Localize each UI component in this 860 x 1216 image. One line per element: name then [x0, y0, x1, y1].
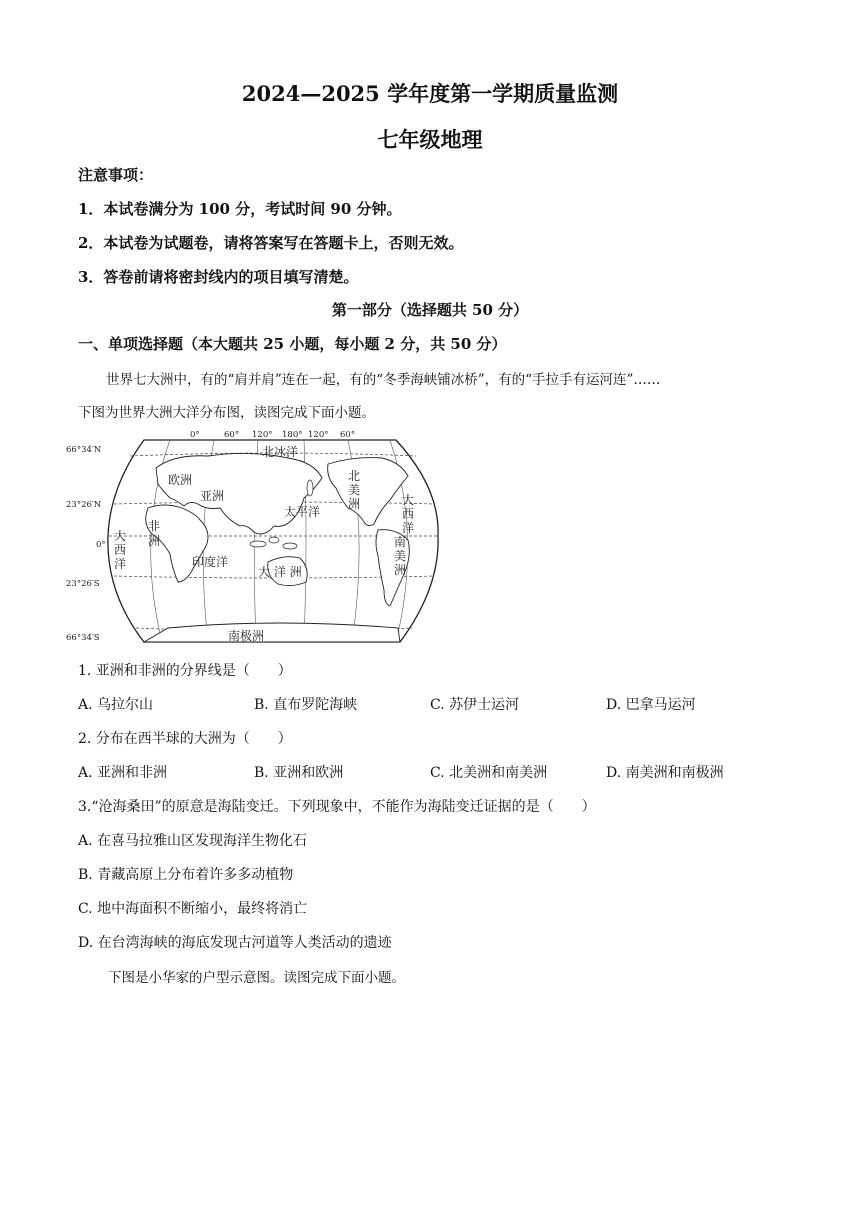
lon-label-60e: 60°	[224, 430, 240, 440]
exam-title: 2024—2025 学年度第一学期质量监测	[241, 81, 619, 106]
label-north-america-1: 北	[348, 469, 361, 483]
section-heading: 一、单项选择题（本大题共 25 小题，每小题 2 分，共 50 分）	[78, 335, 507, 353]
q1-option-d[interactable]: D. 巴拿马运河	[606, 697, 696, 713]
q3-option-a[interactable]: A. 在喜马拉雅山区发现海洋生物化石	[78, 833, 308, 849]
label-indian-ocean: 印度洋	[192, 555, 229, 569]
q2-option-a[interactable]: A. 亚洲和非洲	[78, 765, 168, 781]
q2-option-c[interactable]: C. 北美洲和南美洲	[430, 765, 548, 781]
label-south-america-3: 洲	[394, 563, 407, 577]
q2-option-b[interactable]: B. 亚洲和欧洲	[254, 765, 344, 781]
label-north-america-2: 美	[348, 483, 361, 497]
lat-label-23s: 23°26′S	[66, 579, 100, 589]
lon-label-0: 0°	[190, 430, 200, 440]
label-africa-1: 非	[148, 519, 161, 533]
label-atlantic-right-1: 大	[402, 493, 415, 507]
note-item-2: 2．本试卷为试题卷，请将答案写在答题卡上，否则无效。	[78, 234, 464, 252]
label-atlantic-right-3: 洋	[402, 521, 415, 535]
part-title: 第一部分（选择题共 50 分）	[331, 301, 529, 319]
label-north-america-3: 洲	[348, 497, 361, 511]
label-europe: 欧洲	[168, 473, 193, 487]
q3-option-d[interactable]: D. 在台湾海峡的海底发现古河道等人类活动的遗迹	[78, 935, 392, 951]
q3-option-b[interactable]: B. 青藏高原上分布着许多多动植物	[78, 867, 294, 883]
intro-line-1: 世界七大洲中，有的“肩并肩”连在一起，有的“冬季海峡铺冰桥”，有的“手拉手有运河连”……	[106, 372, 661, 388]
question-2-stem: 2. 分布在西半球的大洲为（ ）	[78, 731, 292, 747]
q1-option-c[interactable]: C. 苏伊士运河	[430, 697, 520, 713]
lon-label-120w: 120°	[308, 430, 329, 440]
question-1-stem: 1. 亚洲和非洲的分界线是（ ）	[78, 663, 292, 679]
note-item-3: 3．答卷前请将密封线内的项目填写清楚。	[78, 268, 359, 286]
lon-label-60w: 60°	[340, 430, 356, 440]
label-atlantic-right-2: 西	[402, 507, 415, 521]
label-antarctica: 南极洲	[228, 629, 265, 643]
notes-heading: 注意事项：	[78, 166, 154, 184]
q1-option-a[interactable]: A. 乌拉尔山	[78, 697, 154, 713]
label-arctic-ocean: 北冰洋	[262, 445, 299, 459]
world-continents-oceans-map	[66, 428, 446, 650]
lat-label-23n: 23°26′N	[66, 500, 102, 510]
lon-label-120e: 120°	[252, 430, 273, 440]
q3-option-c[interactable]: C. 地中海面积不断缩小，最终将消亡	[78, 901, 308, 917]
note-item-1: 1．本试卷满分为 100 分，考试时间 90 分钟。	[78, 200, 402, 218]
label-atlantic-left-2: 西	[114, 543, 127, 557]
lon-label-180: 180°	[282, 430, 303, 440]
q1-option-b[interactable]: B. 直布罗陀海峡	[254, 697, 358, 713]
q2-option-d[interactable]: D. 南美洲和南极洲	[606, 765, 724, 781]
intro-line-2: 下图为世界大洲大洋分布图，读图完成下面小题。	[78, 405, 375, 421]
label-atlantic-left-3: 洋	[114, 557, 127, 571]
exam-subtitle: 七年级地理	[377, 127, 483, 152]
lat-label-0: 0°	[96, 540, 106, 550]
label-oceania: 大 洋 洲	[258, 565, 302, 579]
question-3-stem: 3.“沧海桑田”的原意是海陆变迁。下列现象中，不能作为海陆变迁证据的是（ ）	[78, 799, 596, 815]
label-africa-2: 洲	[148, 534, 161, 548]
label-pacific: 太平洋	[284, 505, 321, 519]
label-asia: 亚洲	[200, 489, 225, 503]
lat-label-66s: 66°34′S	[66, 633, 100, 643]
intro-2: 下图是小华家的户型示意图。读图完成下面小题。	[108, 970, 405, 986]
label-south-america-2: 美	[394, 549, 407, 563]
label-atlantic-left-1: 大	[114, 529, 127, 543]
label-south-america-1: 南	[394, 535, 407, 549]
lat-label-66n: 66°34′N	[66, 445, 102, 455]
